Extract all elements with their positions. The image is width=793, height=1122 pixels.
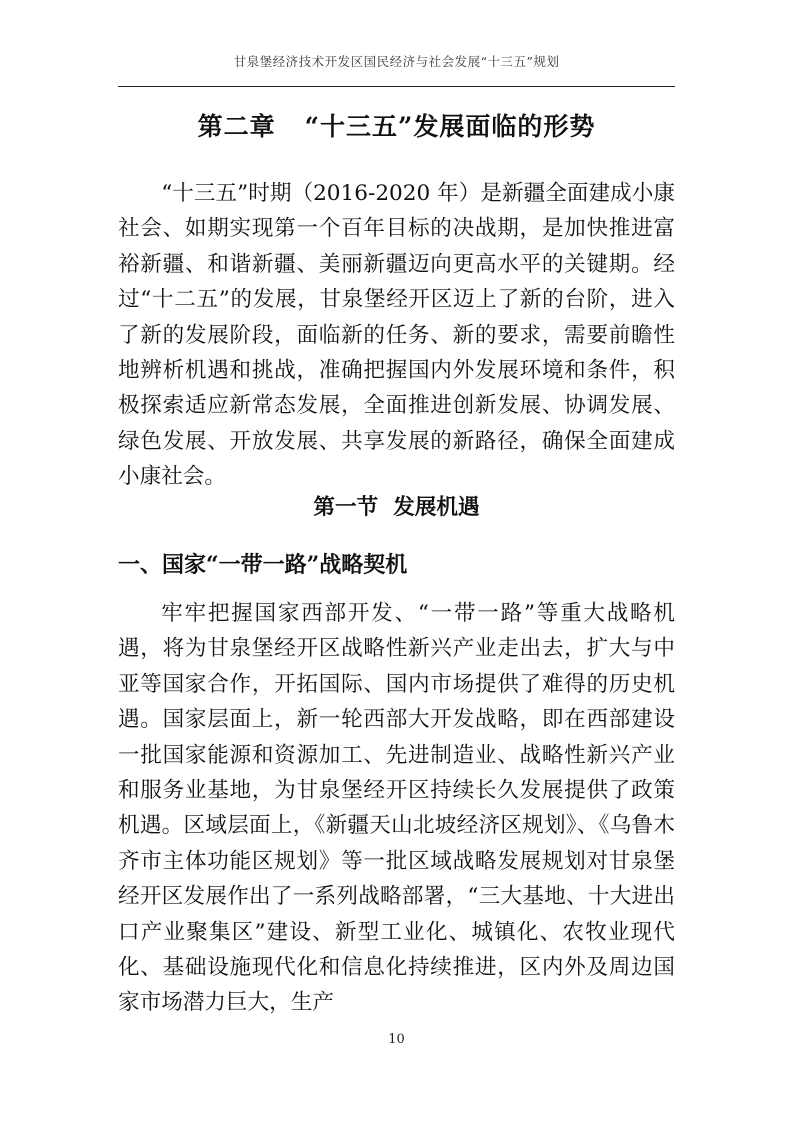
subsection-title: 一、国家“一带一路”战略契机 bbox=[118, 552, 408, 578]
running-header: 甘泉堡经济技术开发区国民经济与社会发展“十三五”规划 bbox=[233, 54, 560, 69]
chapter-intro-paragraph: “十三五”时期（2016-2020 年）是新疆全面建成小康社会、如期实现第一个百年目标的决战期，是加快推进富裕新疆、和谐新疆、美丽新疆迈向更高水平的关键期。经过“十二五”的发展，甘泉堡经开区迈上了新的台阶，进入了新的发展阶段，面临新的任务、新的要求，需要前瞻性地辨析机遇和挑战，准确把握国内外发展环境和条件，积极探索适应新常态发展，全面推进创新发展、协调发展、绿色发展、开放发展、共享发展的新路径，确保全面建成小康社会。 bbox=[118, 181, 675, 490]
subsection-body-paragraph: 牢牢把握国家西部开发、“一带一路”等重大战略机遇，将为甘泉堡经开区战略性新兴产业走出去，扩大与中亚等国家合作，开拓国际、国内市场提供了难得的历史机遇。国家层面上，新一轮西部大开发战略，即在西部建设一批国家能源和资源加工、先进制造业、战略性新兴产业和服务业基地，为甘泉堡经开区持续长久发展提供了政策机遇。区域层面上，《新疆天山北坡经济区规划》、《乌鲁木齐市主体功能区规划》等一批区域战略发展规划对甘泉堡经开区发展作出了一系列战略部署，“三大基地、十大进出口产业聚集区”建设、新型工业化、城镇化、农牧业现代化、基础设施现代化和信息化持续推进，区内外及周边国家市场潜力巨大，生产 bbox=[118, 601, 675, 1016]
header-divider bbox=[118, 86, 675, 87]
chapter-title: 第二章 “十三五”发展面临的形势 bbox=[197, 112, 596, 141]
section-title: 第一节 发展机遇 bbox=[313, 495, 480, 520]
page-number: 10 bbox=[388, 1032, 405, 1047]
